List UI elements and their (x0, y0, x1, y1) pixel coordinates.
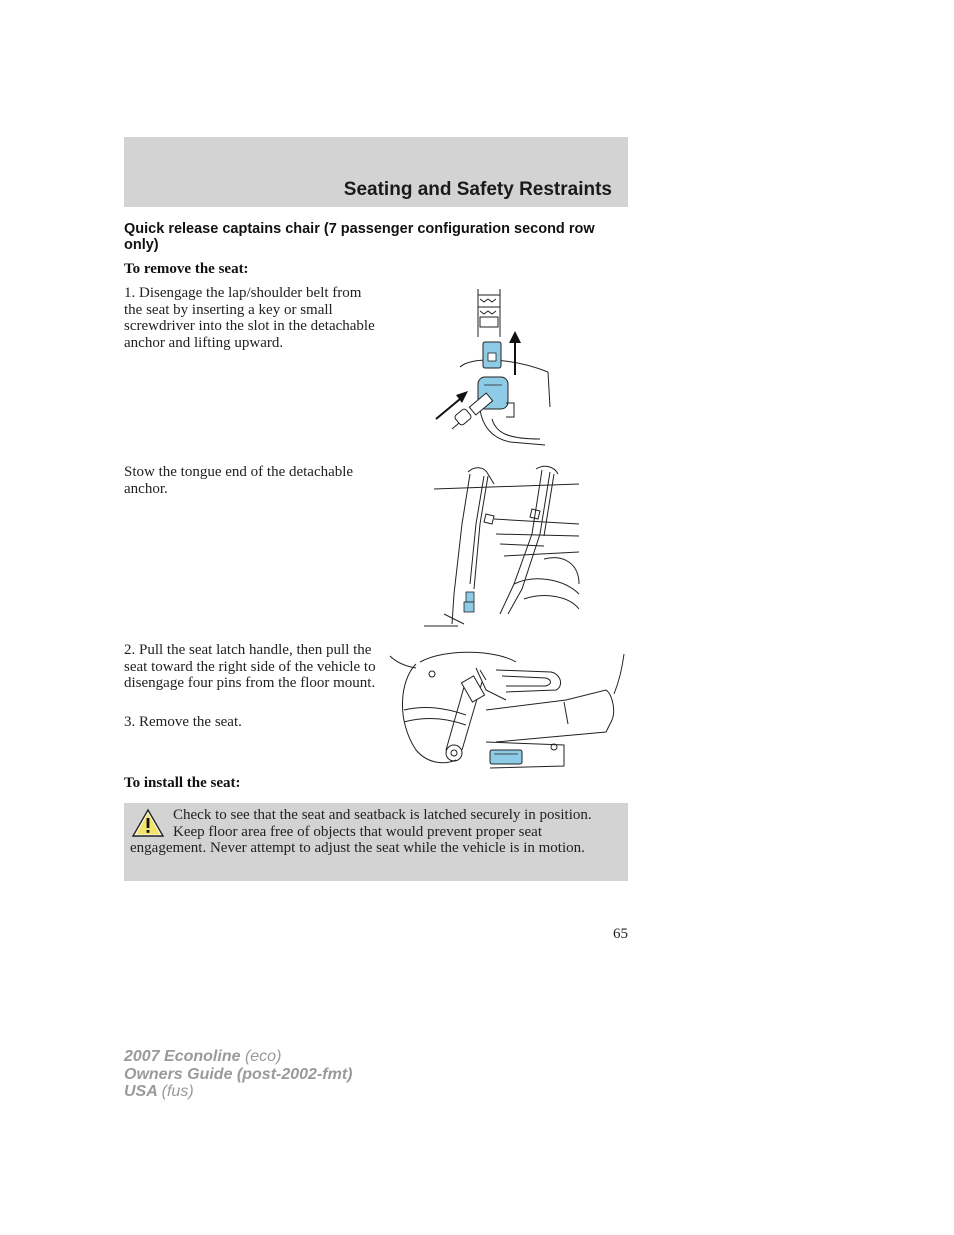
stowed-tongue-illustration (424, 464, 584, 629)
warning-box (124, 803, 628, 881)
footer-market: USA (124, 1083, 158, 1100)
section-title: Quick release captains chair (7 passenger configuration second row only) (124, 221, 595, 253)
step-2-text: 2. Pull the seat latch handle, then pull the seat toward the right side of the vehicle to disengage four pins from the floor mount. (124, 642, 376, 691)
page-number: 65 (613, 926, 628, 942)
footer-doc-info (124, 1048, 352, 1101)
footer-market-code: (fus) (161, 1083, 194, 1100)
stow-tongue-text: Stow the tongue end of the detachable anchor. (124, 464, 354, 497)
step-1-text: 1. Disengage the lap/shoulder belt from the seat by inserting a key or small screwdriver into the slot in the detachable anchor and lifting upward. (124, 285, 375, 351)
remove-seat-heading: To remove the seat: (124, 261, 249, 277)
page-header-title: Seating and Safety Restraints (343, 179, 612, 200)
belt-anchor-release-illustration (430, 287, 555, 447)
footer-model: 2007 Econoline (124, 1048, 241, 1065)
footer-model-code: (eco) (244, 1048, 282, 1065)
warning-text: Check to see that the seat and seatback is latched securely in position. Keep floor area free of objects that would prevent proper seat engagement. Never attempt to adjust the seat while the vehicle is in motion. (130, 807, 592, 856)
seat-latch-handle-illustration (386, 650, 628, 775)
footer-guide: Owners Guide (post-2002-fmt) (124, 1065, 353, 1083)
header-band (124, 137, 628, 207)
install-seat-heading: To install the seat: (124, 775, 241, 791)
step-3-text: 3. Remove the seat. (124, 714, 242, 730)
